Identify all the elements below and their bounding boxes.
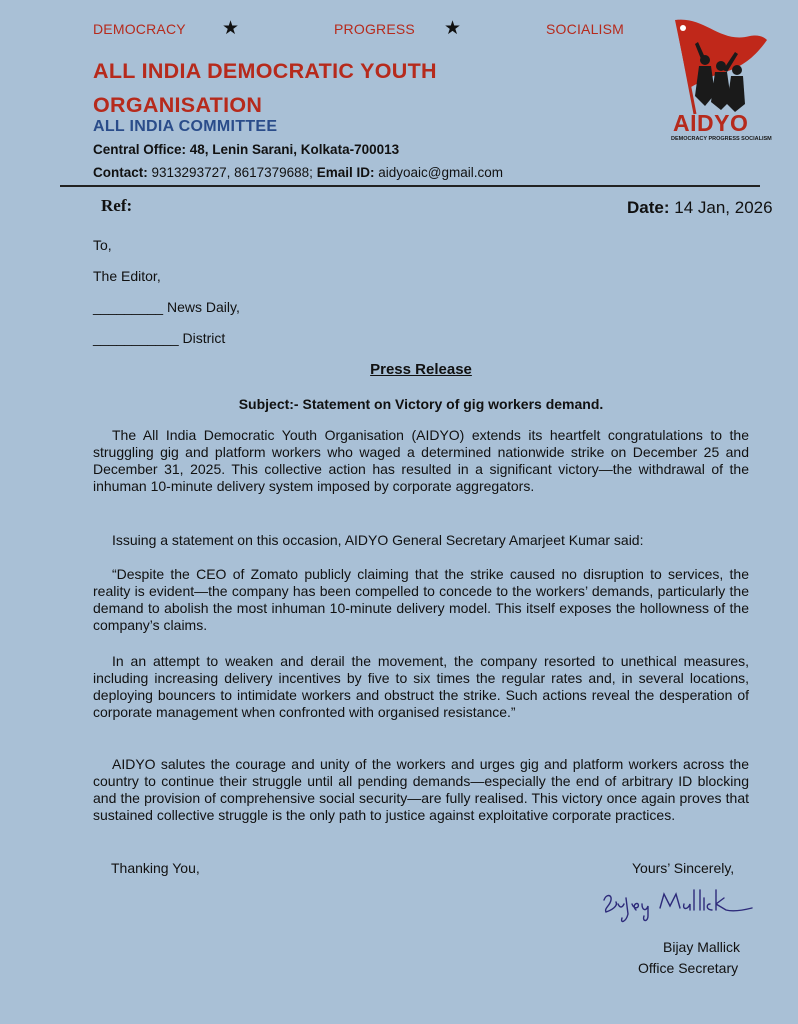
address-newspaper: _________ News Daily, xyxy=(93,299,240,315)
header-divider xyxy=(60,185,760,187)
logo-tagline: DEMOCRACY PROGRESS SOCIALISM xyxy=(671,136,772,142)
office-address: Central Office: 48, Lenin Sarani, Kolkata-700013 xyxy=(93,142,400,157)
body-paragraph: The All India Democratic Youth Organisation (AIDYO) extends its heartfelt congratulations to the struggling gig and platform workers who waged a determined nationwide strike on December 25 and December 31, 2025. This collective action has resulted in a significant victory—the withdrawal of the inhuman 10-minute delivery system imposed by corporate aggregators. xyxy=(93,427,749,494)
org-title-line2: ORGANISATION xyxy=(93,93,263,117)
date-value: 14 Jan, 2026 xyxy=(674,198,773,217)
phone-numbers: 9313293727, 8617379688; xyxy=(151,165,313,180)
motto-democracy: DEMOCRACY xyxy=(93,21,186,37)
logo-text: AIDYO xyxy=(673,110,749,136)
body-paragraph: In an attempt to weaken and derail the movement, the company resorted to unethical measures, including increasing delivery incentives by five to six times the regular rates and, in several locations, deploying bouncers to intimidate workers and obstruct the strike. Such actions reveal the desperation of corporate management when confronted with organised resistance.” xyxy=(93,653,749,720)
org-title xyxy=(93,54,573,122)
flag-icon xyxy=(665,14,775,174)
subject-line: Subject:- Statement on Victory of gig workers demand. xyxy=(238,396,604,412)
body-paragraph: AIDYO salutes the courage and unity of the workers and urges gig and platform workers across the country to continue their struggle until all pending demands—especially the end of arbitrary ID blocking and the provision of comprehensive social security—are fully realised. This victory once again proves that sustained collective struggle is the only path to justice against exploitative corporate practices. xyxy=(93,756,749,823)
closing-thanks: Thanking You, xyxy=(111,860,200,876)
aidyo-logo xyxy=(665,14,775,174)
signatory-designation: Office Secretary xyxy=(638,960,739,976)
email-address: aidyoaic@gmail.com xyxy=(378,165,503,180)
address-editor: The Editor, xyxy=(93,268,161,284)
body-paragraph: Issuing a statement on this occasion, AIDYO General Secretary Amarjeet Kumar said: xyxy=(112,532,644,548)
address-to: To, xyxy=(93,237,112,253)
body-paragraph: “Despite the CEO of Zomato publicly claiming that the strike caused no disruption to services, the reality is evident—the company has been compelled to concede to the workers’ demands, particularly the demand to abolish the most inhuman 10-minute delivery model. This itself exposes the hollowness of the company’s claims. xyxy=(93,566,749,633)
committee-name: ALL INDIA COMMITTEE xyxy=(93,118,278,135)
handwritten-signature xyxy=(598,884,758,928)
closing-sincerely: Yours’ Sincerely, xyxy=(632,860,735,876)
star-icon: ★ xyxy=(444,18,462,39)
contact-line xyxy=(93,165,503,180)
star-icon: ★ xyxy=(222,18,240,39)
motto-progress: PROGRESS xyxy=(334,21,415,37)
ref-label: Ref: xyxy=(101,196,133,215)
signatory-name: Bijay Mallick xyxy=(663,939,741,955)
contact-label: Contact: xyxy=(93,165,148,180)
org-title-line1: ALL INDIA DEMOCRATIC YOUTH xyxy=(93,59,437,83)
email-label: Email ID: xyxy=(316,165,375,180)
address-district: ___________ District xyxy=(93,330,226,346)
motto-socialism: SOCIALISM xyxy=(546,21,625,37)
date-label: Date: xyxy=(627,198,670,217)
press-release-title: Press Release xyxy=(370,361,472,378)
date-line xyxy=(627,198,773,218)
